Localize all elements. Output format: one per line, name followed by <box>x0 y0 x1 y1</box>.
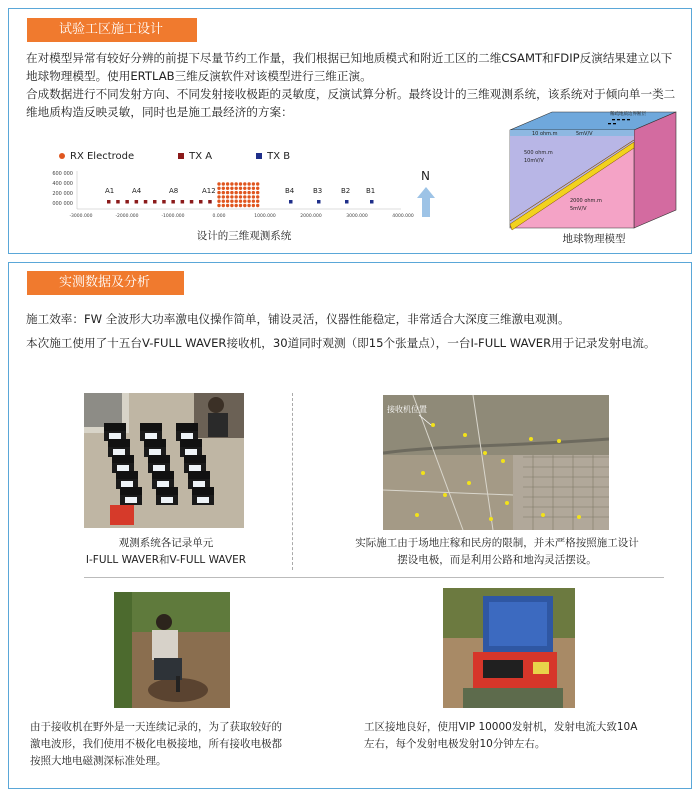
case-screen <box>153 465 165 471</box>
photo3-caption <box>30 719 320 770</box>
photo4-caption <box>364 719 684 753</box>
rx-marker <box>256 182 259 185</box>
survey-caption: 设计的三维观测系统 <box>196 230 292 242</box>
rx-marker <box>217 182 220 185</box>
photo4-caption-line-2: 左右，每个发射电极发射10分钟左右。 <box>364 738 546 750</box>
section-title-design: 试验工区施工设计 <box>27 18 197 42</box>
rx-marker <box>222 200 225 203</box>
vertical-divider <box>292 393 293 570</box>
rx-marker <box>226 182 229 185</box>
rx-marker <box>243 195 246 198</box>
photo2-caption-line-1: 实际施工由于场地庄稼和民房的限制，并未严格按照施工设计 <box>355 537 639 549</box>
case-lid <box>184 455 206 463</box>
case-screen <box>193 481 205 487</box>
transmitter-photo <box>443 588 575 708</box>
case-screen <box>145 433 157 439</box>
transmitter-image <box>443 588 575 708</box>
rx-marker <box>239 200 242 203</box>
a-label: A4 <box>132 187 142 195</box>
case-lid <box>176 423 198 431</box>
rx-marker <box>230 200 233 203</box>
rx-marker <box>239 182 242 185</box>
y-tick: 000 000 <box>52 201 73 207</box>
rx-marker <box>239 195 242 198</box>
rx-marker <box>243 182 246 185</box>
rx-marker <box>222 191 225 194</box>
rx-marker <box>235 204 238 207</box>
legend-txb: TX B <box>256 151 290 162</box>
y-tick: 400 000 <box>52 181 73 187</box>
case-lid <box>116 471 138 479</box>
rx-marker <box>256 191 259 194</box>
rx-marker <box>230 191 233 194</box>
case-screen <box>109 433 121 439</box>
case-screen <box>149 449 161 455</box>
rx-marker <box>226 204 229 207</box>
design-intro-paragraph-1: 在对模型异常有较好分辨的前提下尽量节约工作量，我们根据已知地质模式和附近工区的二维CSAMT和FDIP反演结果建立以下地球物理模型。使用ERTLAB三维反演软件对该模型进行三维正演。 <box>26 51 673 83</box>
x-tick: -3000.000 <box>69 214 93 219</box>
rx-marker <box>256 200 259 203</box>
rx-marker <box>247 182 250 185</box>
model-layer1-label: 10 ohm.m <box>532 131 558 137</box>
rx-marker <box>230 204 233 207</box>
x-tick: 3000.000 <box>346 214 368 219</box>
photo2-caption <box>316 535 678 569</box>
txa-marker <box>171 200 175 204</box>
rx-marker <box>226 191 229 194</box>
txb-marker <box>370 200 374 204</box>
instruments-photo <box>84 393 244 528</box>
case-lid <box>104 423 126 431</box>
model-layer2b-label: 10mV/V <box>524 158 544 164</box>
rx-marker <box>226 200 229 203</box>
rx-marker <box>252 191 255 194</box>
case-screen <box>113 449 125 455</box>
rx-marker <box>247 204 250 207</box>
rx-marker <box>230 195 233 198</box>
case-lid <box>156 487 178 495</box>
rx-marker <box>222 195 225 198</box>
rx-marker <box>235 182 238 185</box>
txa-marker <box>125 200 128 204</box>
rx-marker <box>239 204 242 207</box>
x-tick: 1000.000 <box>254 214 276 219</box>
model-top-label: 稀疏地质边界断层 <box>610 112 646 117</box>
model-caption: 地球物理模型 <box>562 233 626 245</box>
rx-marker <box>243 200 246 203</box>
x-tick: 4000.000 <box>392 214 414 219</box>
txa-marker <box>208 200 212 204</box>
photo3-caption-line-1: 由于接收机在野外是一天连续记录的，为了获取较好的 <box>30 721 282 733</box>
case-lid <box>180 439 202 447</box>
photo2-caption-line-2: 摆设电极，而是利用公路和地沟灵活摆设。 <box>397 554 597 566</box>
rx-marker <box>239 187 242 190</box>
rx-marker <box>222 187 225 190</box>
rx-marker <box>217 187 220 190</box>
rx-marker <box>217 204 220 207</box>
north-label: N <box>421 169 430 183</box>
y-tick: 200 000 <box>52 191 73 197</box>
rx-marker <box>217 191 220 194</box>
horizontal-divider <box>84 577 664 578</box>
satellite-map-photo <box>383 395 609 530</box>
model-layer3b-label: 5mV/V <box>570 206 587 212</box>
rx-marker <box>256 187 259 190</box>
rx-marker <box>235 191 238 194</box>
case-screen <box>121 481 133 487</box>
rx-marker <box>256 195 259 198</box>
electrode-grounding-image <box>114 592 230 708</box>
x-tick: -2000.000 <box>115 214 139 219</box>
case-screen <box>157 481 169 487</box>
design-intro-paragraph-2: 合成数据进行不同发射方向、不同发射接收极距的灵敏度，反演试算分析。最终设计的三维观测系统，该系统对于倾向单一类二维地质构造反映灵敏，同时也是施工最经济的方案： <box>26 87 676 119</box>
field-intro <box>26 307 676 355</box>
case-lid <box>140 423 162 431</box>
geophysical-model-diagram <box>504 106 679 231</box>
case-screen <box>185 449 197 455</box>
legend-rx: RX Electrode <box>59 151 134 162</box>
case-lid <box>188 471 210 479</box>
x-tick: 2000.000 <box>300 214 322 219</box>
rx-marker <box>239 191 242 194</box>
case-screen <box>197 497 209 503</box>
satellite-map-image <box>383 395 609 530</box>
rx-marker <box>230 187 233 190</box>
survey-legend <box>59 151 290 162</box>
y-tick: 600 000 <box>52 171 73 177</box>
txb-marker-icon <box>256 153 262 159</box>
txa-marker <box>162 200 166 204</box>
x-tick: -1000.000 <box>161 214 185 219</box>
legend-txa: TX A <box>178 151 212 162</box>
photo1-caption <box>56 535 276 569</box>
rx-marker <box>247 195 250 198</box>
rx-marker-icon <box>59 153 65 159</box>
photo4-caption-line-1: 工区接地良好，使用VIP 10000发射机，发射电流大致10A <box>364 721 638 733</box>
photo1-caption-line-2: I-FULL WAVER和V-FULL WAVER <box>85 554 247 566</box>
x-tick: 0.000 <box>212 214 226 219</box>
rx-marker <box>222 182 225 185</box>
field-intro-paragraph-2: 本次施工使用了十五台V-FULL WAVER接收机，30道同时观测（即15个张量点），一台I-FULL WAVER用于记录发射电流。 <box>26 336 656 350</box>
rx-marker <box>226 187 229 190</box>
rx-marker <box>235 200 238 203</box>
case-lid <box>112 455 134 463</box>
case-lid <box>148 455 170 463</box>
b-label: B4 <box>285 187 295 195</box>
txb-marker <box>317 200 321 204</box>
rx-marker <box>252 187 255 190</box>
rx-marker <box>247 187 250 190</box>
rx-marker <box>235 195 238 198</box>
b-label: B2 <box>341 187 351 195</box>
receiver-position-label: 接收机位置 <box>387 405 427 414</box>
rx-marker <box>243 191 246 194</box>
rx-marker <box>243 204 246 207</box>
case-lid <box>144 439 166 447</box>
model-layer2-label: 500 ohm.m <box>524 150 553 156</box>
case-screen <box>125 497 137 503</box>
survey-layout-diagram <box>49 169 419 225</box>
case-lid <box>192 487 214 495</box>
case-lid <box>120 487 142 495</box>
a-label: A8 <box>169 187 179 195</box>
txa-marker <box>181 200 185 204</box>
model-layer1b-label: 5mV/V <box>576 131 593 137</box>
rx-marker <box>252 204 255 207</box>
txb-marker <box>345 200 349 204</box>
b-label: B3 <box>313 187 323 195</box>
rx-marker <box>230 182 233 185</box>
rx-marker <box>243 187 246 190</box>
model-layer3-label: 2000 ohm.m <box>570 198 602 204</box>
rx-marker <box>256 204 259 207</box>
rx-marker <box>217 200 220 203</box>
case-lid <box>152 471 174 479</box>
case-screen <box>161 497 173 503</box>
rx-marker <box>235 187 238 190</box>
design-panel <box>8 8 692 254</box>
txa-marker <box>199 200 203 204</box>
txa-marker <box>107 200 111 204</box>
rx-marker <box>226 195 229 198</box>
b-label: B1 <box>366 187 376 195</box>
north-arrow-icon <box>417 187 435 217</box>
section-title-field: 实测数据及分析 <box>27 271 184 295</box>
rx-marker <box>252 182 255 185</box>
electrode-grounding-photo <box>114 592 230 708</box>
rx-marker <box>247 191 250 194</box>
instruments-photo-image <box>84 393 244 528</box>
txb-marker <box>289 200 293 204</box>
case-lid <box>108 439 130 447</box>
photo3-caption-line-2: 激电波形，我们使用不极化电极接地，所有接收电极都 <box>30 738 282 750</box>
case-screen <box>117 465 129 471</box>
txa-marker <box>190 200 194 204</box>
rx-marker <box>217 195 220 198</box>
photo1-caption-line-1: 观测系统各记录单元 <box>118 537 214 549</box>
txa-marker <box>116 200 120 204</box>
txa-marker <box>135 200 139 204</box>
txa-marker <box>144 200 148 204</box>
a-label: A1 <box>105 187 115 195</box>
rx-marker <box>252 195 255 198</box>
case-screen <box>189 465 201 471</box>
a-label: A12 <box>202 187 216 195</box>
txa-marker-icon <box>178 153 184 159</box>
case-screen <box>181 433 193 439</box>
field-intro-paragraph-1: 施工效率：FW 全波形大功率激电仪操作简单，铺设灵活，仪器性能稳定，非常适合大深度三维激电观测。 <box>26 312 570 326</box>
rx-marker <box>247 200 250 203</box>
rx-marker <box>222 204 225 207</box>
photo3-caption-line-3: 按照大地电磁测深标准处理。 <box>30 755 167 767</box>
rx-marker <box>252 200 255 203</box>
txa-marker <box>153 200 157 204</box>
